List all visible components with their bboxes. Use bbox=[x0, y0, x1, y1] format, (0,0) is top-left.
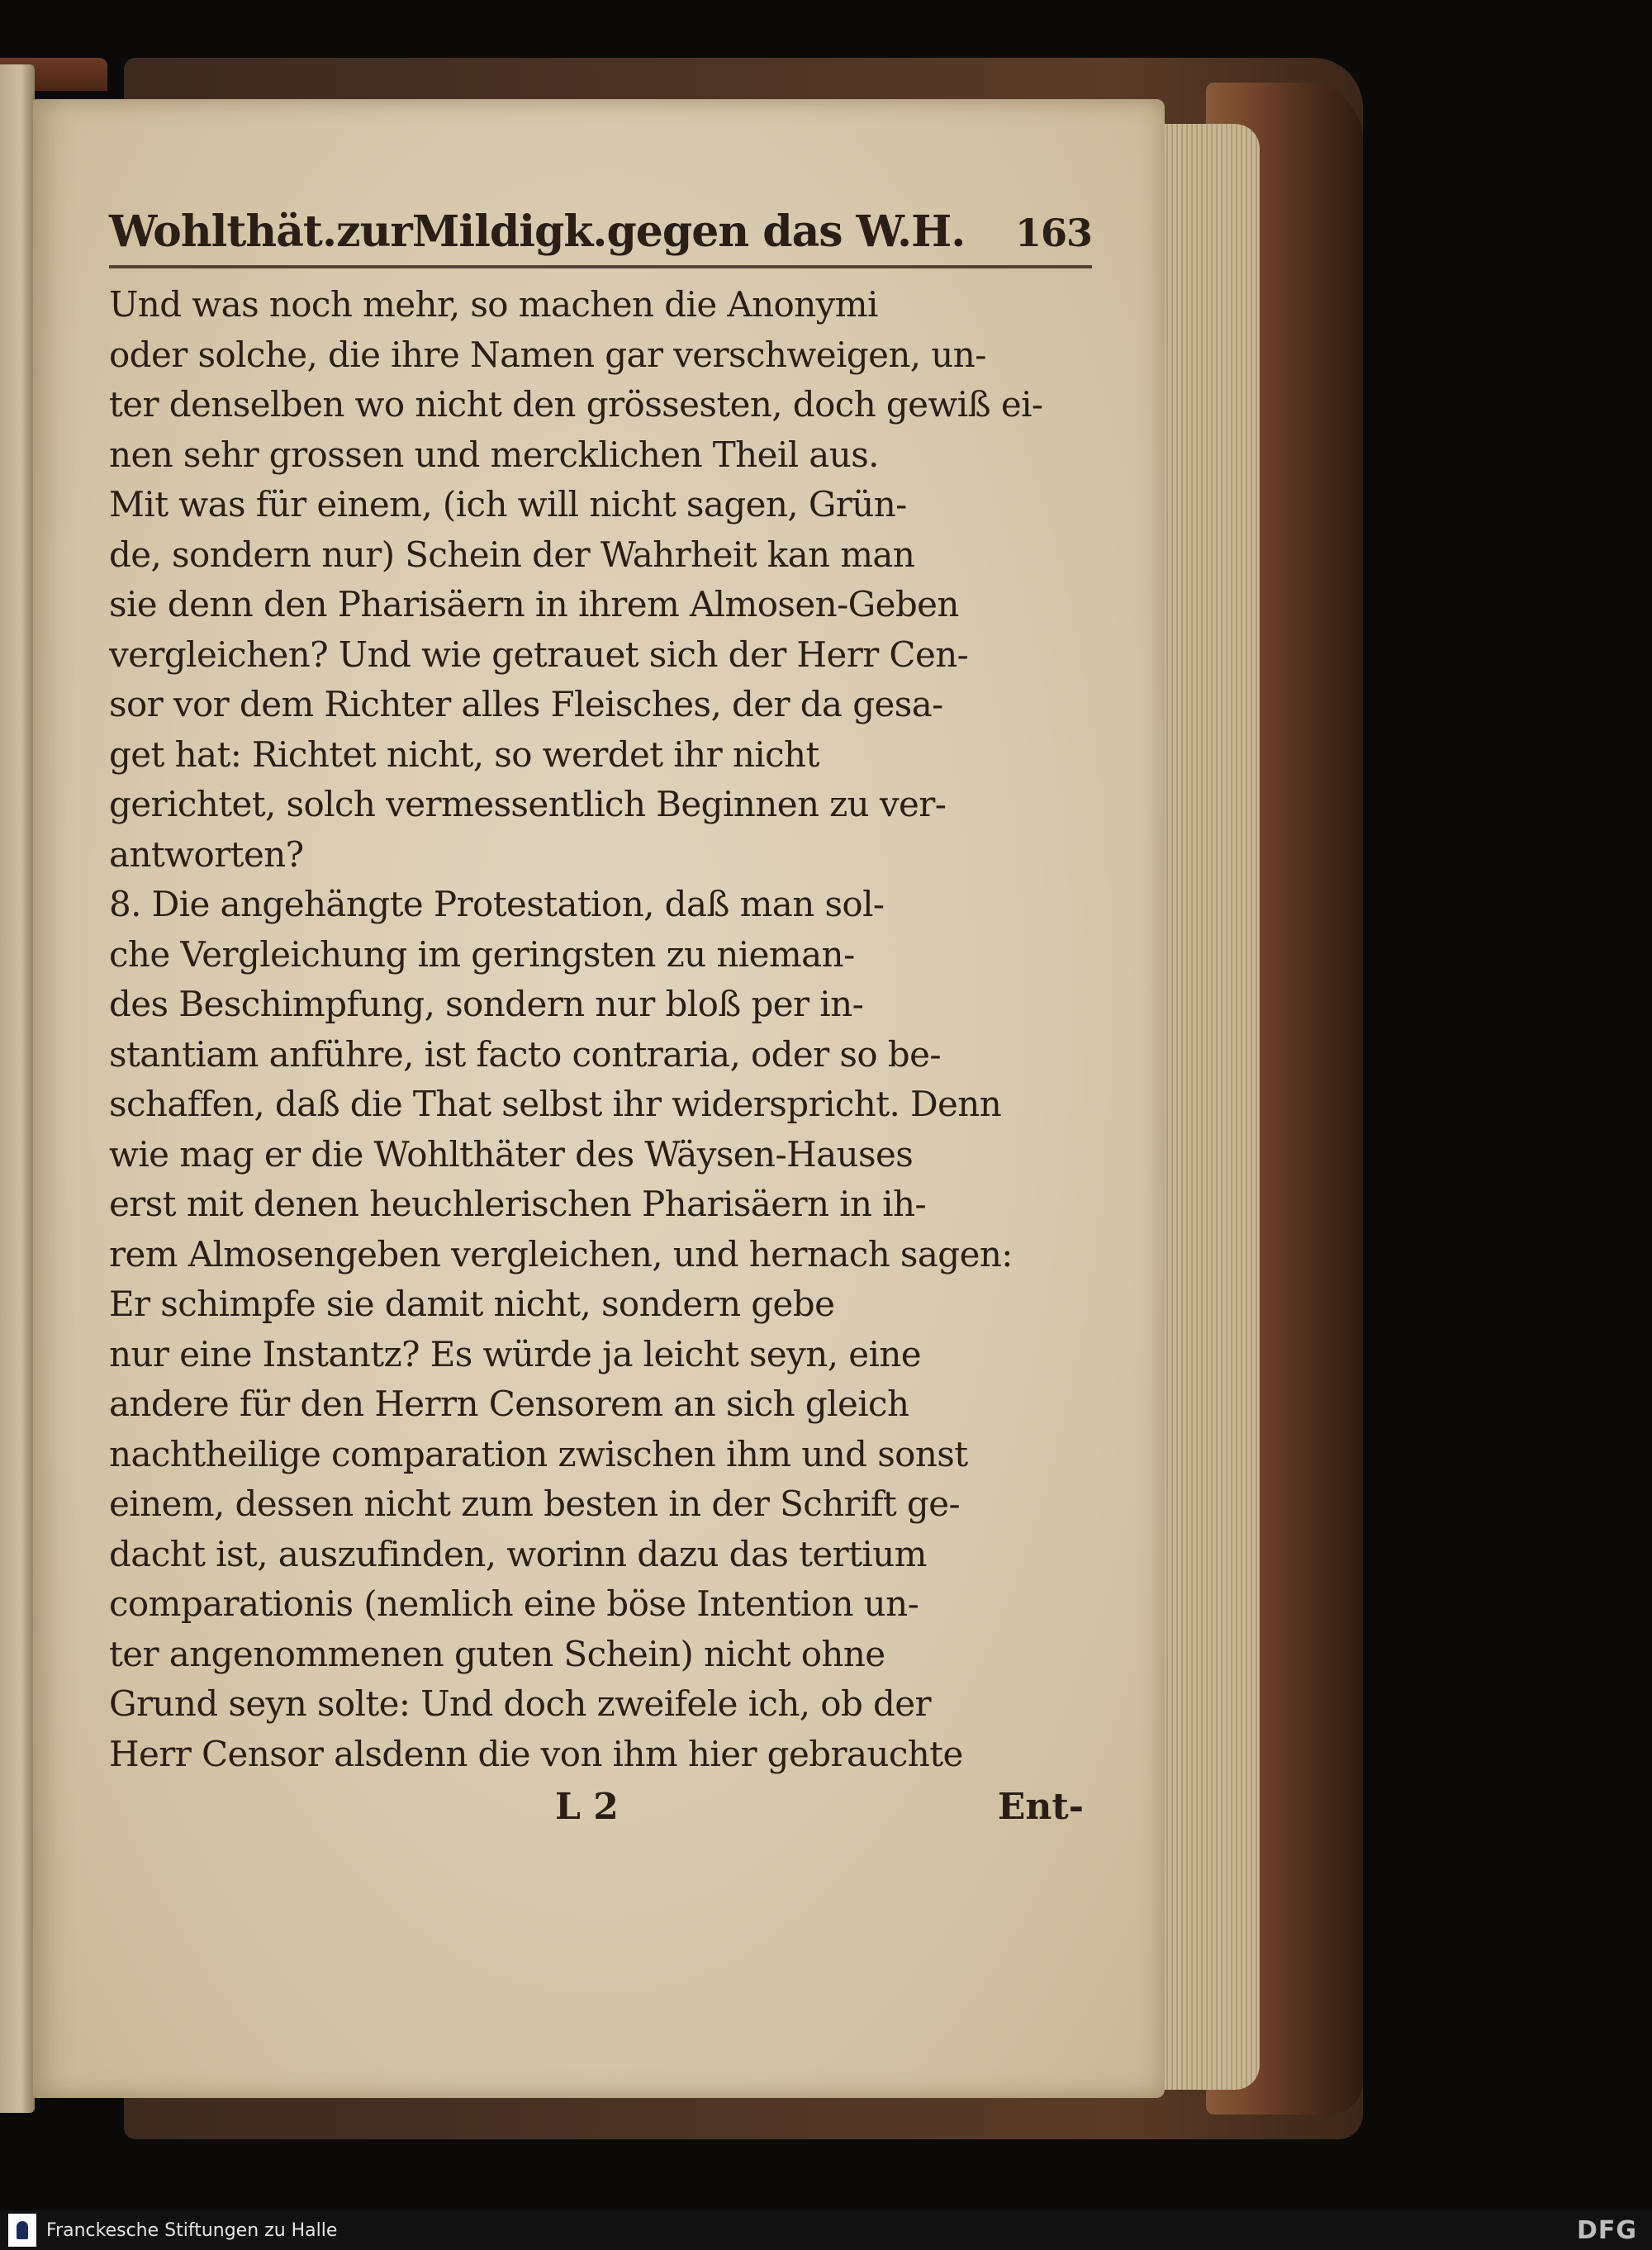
text-line: Mit was für einem, (ich will nicht sagen, Grün- bbox=[109, 484, 907, 525]
text-line: erst mit denen heuchlerischen Pharisäern in ih- bbox=[109, 1184, 927, 1224]
text-line: de, sondern nur) Schein der Wahrheit kan man bbox=[109, 534, 915, 575]
left-page-strip bbox=[0, 64, 35, 2113]
credit-bar bbox=[0, 2210, 1652, 2250]
text-line: nachtheilige comparation zwischen ihm und sonst bbox=[109, 1433, 968, 1474]
text-line: einem, dessen nicht zum besten in der Schrift ge- bbox=[109, 1483, 961, 1524]
text-line: ter denselben wo nicht den grössesten, doch gewiß ei- bbox=[109, 384, 1043, 425]
running-head: Wohlthät.zurMildigk.gegen das W.H. bbox=[109, 206, 966, 257]
text-line: oder solche, die ihre Namen gar verschweigen, un- bbox=[109, 334, 986, 375]
body-text bbox=[109, 280, 1092, 1779]
text-line: vergleichen? Und wie getrauet sich der Herr Cen- bbox=[109, 634, 969, 675]
text-block bbox=[109, 206, 1092, 1828]
header-rule bbox=[109, 265, 1092, 268]
text-line: des Beschimpfung, sondern nur bloß per in- bbox=[109, 984, 864, 1024]
page-number: 163 bbox=[1014, 211, 1092, 255]
text-line: wie mag er die Wohlthäter des Wäysen-Hauses bbox=[109, 1133, 914, 1175]
text-line: comparationis (nemlich eine böse Intention un- bbox=[109, 1583, 919, 1624]
text-line: nur eine Instantz? Es würde ja leicht seyn, eine bbox=[109, 1333, 922, 1374]
text-line: stantiam anführe, ist facto contraria, oder so be- bbox=[109, 1033, 941, 1075]
text-line: antworten? bbox=[109, 833, 304, 875]
text-line: Er schimpfe sie damit nicht, sondern gebe bbox=[109, 1284, 835, 1324]
text-line: sie denn den Pharisäern in ihrem Almosen-Geben bbox=[109, 584, 959, 624]
institution-name: Franckesche Stiftungen zu Halle bbox=[46, 2219, 338, 2241]
text-line: Grund seyn solte: Und doch zweifele ich, ob der bbox=[109, 1683, 932, 1724]
credit-left bbox=[0, 2214, 337, 2247]
catchword: Ent- bbox=[997, 1786, 1084, 1828]
text-line: gerichtet, solch vermessentlich Beginnen zu ver- bbox=[109, 784, 947, 824]
text-line: che Vergleichung im geringsten zu nieman- bbox=[109, 933, 855, 975]
text-line: Herr Censor alsdenn die von ihm hier gebrauchte bbox=[109, 1733, 963, 1774]
page-header bbox=[109, 206, 1092, 265]
book-page bbox=[33, 99, 1165, 2098]
dfg-logo: DFG bbox=[1576, 2215, 1637, 2245]
franckesche-stiftungen-logo-icon bbox=[8, 2214, 36, 2247]
text-line: nen sehr grossen und mercklichen Theil aus. bbox=[109, 434, 879, 475]
text-line: get hat: Richtet nicht, so werdet ihr nicht bbox=[109, 733, 819, 775]
text-line: rem Almosengeben vergleichen, und hernach sagen: bbox=[109, 1233, 1013, 1275]
signature-mark: L 2 bbox=[555, 1786, 619, 1828]
text-line: dacht ist, auszufinden, worinn dazu das tertium bbox=[109, 1533, 927, 1574]
text-line: Und was noch mehr, so machen die Anonymi bbox=[109, 284, 878, 325]
text-line: andere für den Herrn Censorem an sich gleich bbox=[109, 1384, 909, 1424]
text-line: schaffen, daß die That selbst ihr widerspricht. Denn bbox=[109, 1084, 1002, 1124]
text-line: 8. Die angehängte Protestation, daß man sol- bbox=[109, 884, 885, 924]
page-footer bbox=[109, 1786, 1092, 1828]
text-line: ter angenommenen guten Schein) nicht ohne bbox=[109, 1633, 885, 1674]
text-line: sor vor dem Richter alles Fleisches, der da gesa- bbox=[109, 684, 943, 724]
